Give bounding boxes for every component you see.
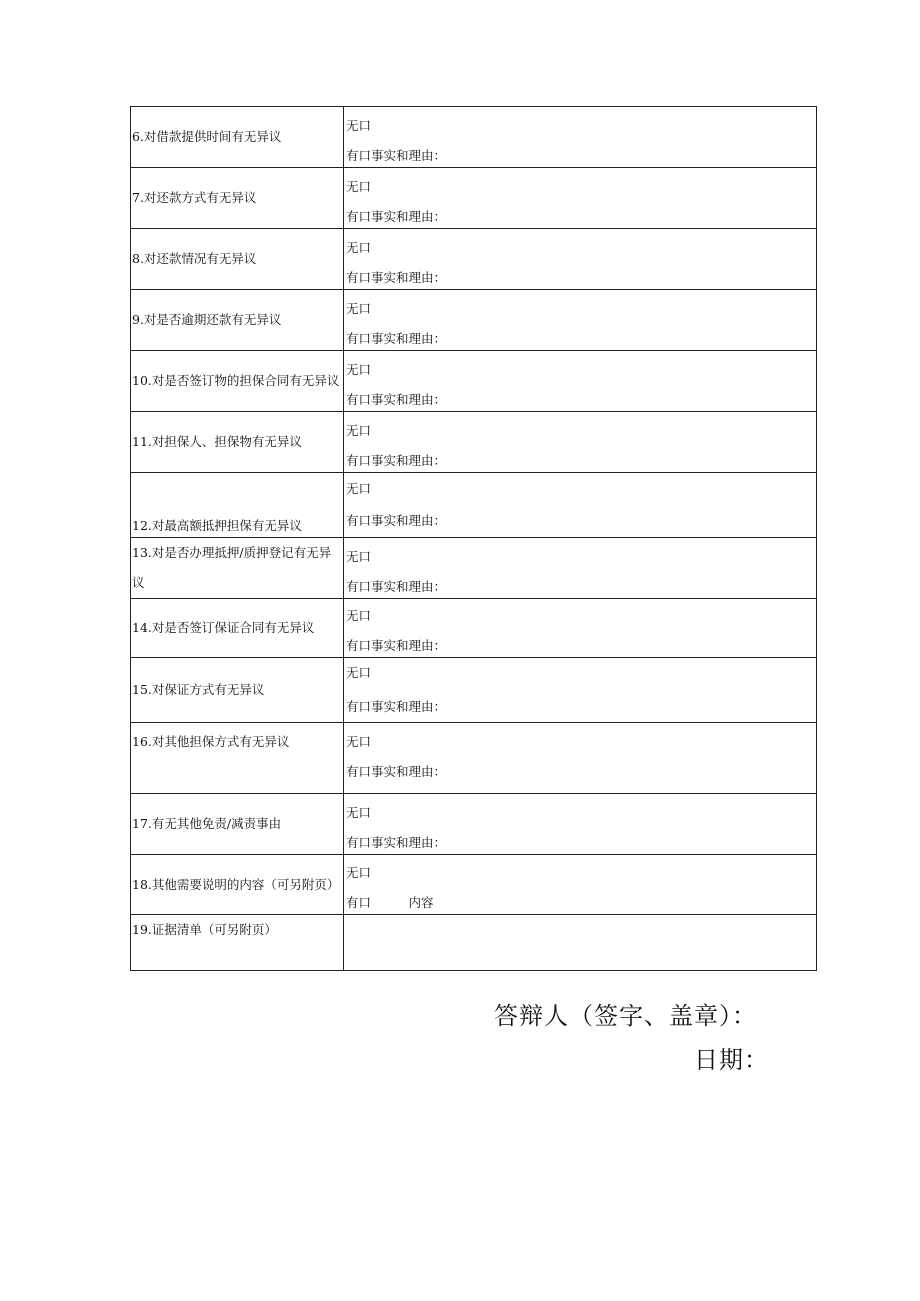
option-none[interactable]: 无口	[346, 865, 372, 880]
question-text: 18.其他需要说明的内容（可另附页）	[132, 876, 340, 892]
question-cell	[131, 168, 344, 229]
answer-cell[interactable]	[344, 473, 817, 538]
option-yes-reason[interactable]: 有口事实和理由：	[346, 453, 447, 468]
question-text: 16.对其他担保方式有无异议	[132, 734, 290, 749]
question-cell	[131, 723, 344, 794]
table-row	[131, 107, 817, 168]
option-none[interactable]: 无口	[346, 240, 372, 255]
table-row	[131, 855, 817, 915]
answer-cell[interactable]	[344, 107, 817, 168]
option-none[interactable]: 无口	[346, 301, 372, 316]
respondent-signature-label: 答辩人（签字、盖章）：	[494, 1002, 757, 1030]
table-row	[131, 915, 817, 971]
table-row	[131, 229, 817, 290]
option-none[interactable]: 无口	[346, 362, 372, 377]
question-text: 8.对还款情况有无异议	[132, 251, 257, 266]
answer-cell[interactable]	[344, 855, 817, 915]
table-row	[131, 794, 817, 855]
option-yes-reason[interactable]: 有口事实和理由：	[346, 513, 447, 528]
option-none[interactable]: 无口	[346, 608, 372, 623]
question-text: 11.对担保人、担保物有无异议	[132, 434, 302, 449]
option-content[interactable]: 有口 内容	[346, 895, 434, 910]
question-cell	[131, 599, 344, 658]
option-yes-reason[interactable]: 有口事实和理由：	[346, 209, 447, 224]
defense-form-table	[130, 106, 817, 971]
table-row	[131, 168, 817, 229]
answer-cell[interactable]	[344, 290, 817, 351]
question-cell	[131, 290, 344, 351]
question-text: 19.证据清单（可另附页）	[132, 922, 277, 937]
option-none[interactable]: 无口	[346, 805, 372, 820]
table-row	[131, 599, 817, 658]
option-yes-reason[interactable]: 有口事实和理由：	[346, 835, 447, 850]
question-cell	[131, 412, 344, 473]
option-yes-reason[interactable]: 有口事实和理由：	[346, 270, 447, 285]
option-yes-reason[interactable]: 有口事实和理由：	[346, 764, 447, 779]
question-cell	[131, 915, 344, 971]
date-label: 日期：	[694, 1046, 769, 1074]
question-text: 7.对还款方式有无异议	[132, 190, 257, 205]
option-none[interactable]: 无口	[346, 481, 372, 496]
table-row	[131, 723, 817, 794]
table-row	[131, 538, 817, 599]
table-row	[131, 290, 817, 351]
table-row	[131, 473, 817, 538]
question-cell	[131, 229, 344, 290]
evidence-list-cell[interactable]	[344, 915, 817, 971]
answer-cell[interactable]	[344, 723, 817, 794]
answer-cell[interactable]	[344, 538, 817, 599]
question-cell	[131, 538, 344, 599]
question-text: 10.对是否签订物的担保合同有无异议	[132, 373, 340, 388]
answer-cell[interactable]	[344, 412, 817, 473]
option-none[interactable]: 无口	[346, 734, 372, 749]
option-none[interactable]: 无口	[346, 179, 372, 194]
question-text: 14.对是否签订保证合同有无异议	[132, 620, 315, 635]
question-text: 6.对借款提供时间有无异议	[132, 129, 282, 144]
answer-cell[interactable]	[344, 599, 817, 658]
question-text: 13.对是否办理抵押/质押登记有无异议	[132, 545, 332, 590]
option-none[interactable]: 无口	[346, 549, 372, 564]
question-text: 17.有无其他免责/减责事由	[132, 816, 282, 831]
question-cell	[131, 473, 344, 538]
option-yes-reason[interactable]: 有口事实和理由：	[346, 392, 447, 407]
question-text: 15.对保证方式有无异议	[132, 682, 265, 697]
option-yes-reason[interactable]: 有口事实和理由：	[346, 638, 447, 653]
option-yes-reason[interactable]: 有口事实和理由：	[346, 579, 447, 594]
table-row	[131, 412, 817, 473]
question-text: 9.对是否逾期还款有无异议	[132, 312, 282, 327]
option-yes-reason[interactable]: 有口事实和理由：	[346, 699, 447, 714]
question-cell	[131, 351, 344, 412]
option-none[interactable]: 无口	[346, 665, 372, 680]
answer-cell[interactable]	[344, 351, 817, 412]
answer-cell[interactable]	[344, 168, 817, 229]
option-yes-reason[interactable]: 有口事实和理由：	[346, 331, 447, 346]
question-cell	[131, 658, 344, 723]
answer-cell[interactable]	[344, 229, 817, 290]
table-row	[131, 658, 817, 723]
table-row	[131, 351, 817, 412]
option-none[interactable]: 无口	[346, 118, 372, 133]
answer-cell[interactable]	[344, 794, 817, 855]
question-cell	[131, 855, 344, 915]
option-none[interactable]: 无口	[346, 423, 372, 438]
answer-cell[interactable]	[344, 658, 817, 723]
question-cell	[131, 794, 344, 855]
question-cell	[131, 107, 344, 168]
option-yes-reason[interactable]: 有口事实和理由：	[346, 148, 447, 163]
question-text: 12.对最高额抵押担保有无异议	[132, 518, 302, 533]
